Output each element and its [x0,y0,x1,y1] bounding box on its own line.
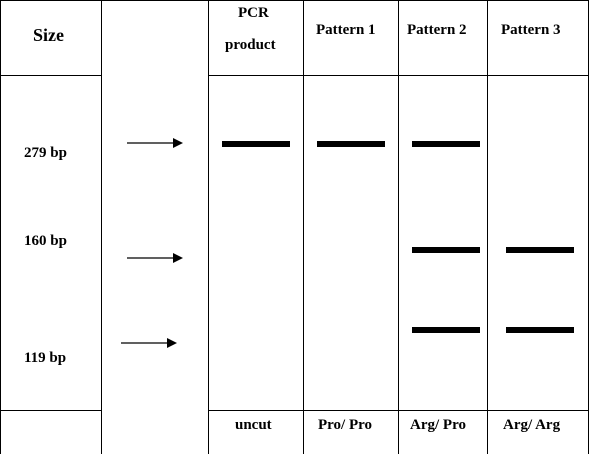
size-label-119: 119 bp [24,350,67,366]
band-pattern3-160 [506,247,574,253]
column-divider-size [101,0,102,454]
arrow-right-icon [121,336,177,350]
pattern1-footer-label: Pro/ Pro [318,417,373,433]
band-pattern3-119 [506,327,574,333]
header-row-divider-right [208,75,589,76]
header-row-divider-left [0,75,101,76]
table-border-left [0,0,1,454]
pcr-footer-label: uncut [235,417,272,433]
arrow-right-icon [127,136,183,150]
pattern2-header: Pattern 2 [407,22,467,38]
band-pcr-279 [222,141,290,147]
band-pattern2-279 [412,141,480,147]
arrow-right-icon [127,251,183,265]
column-divider-pattern2 [487,0,488,454]
size-label-279: 279 bp [24,145,67,161]
footer-row-divider-left [0,410,101,411]
size-label-160: 160 bp [24,233,67,249]
pcr-product-header-line1: PCR [238,5,269,21]
pattern3-header: Pattern 3 [501,22,561,38]
footer-row-divider-right [208,410,589,411]
table-border-top [0,0,589,1]
size-header: Size [33,25,64,45]
pattern3-footer-label: Arg/ Arg [503,417,561,433]
band-pattern2-160 [412,247,480,253]
pattern1-header: Pattern 1 [316,22,376,38]
pattern2-footer-label: Arg/ Pro [410,417,466,433]
pcr-product-header-line2: product [225,37,276,53]
column-divider-pattern1 [398,0,399,454]
band-pattern1-279 [317,141,385,147]
band-pattern2-119 [412,327,480,333]
column-divider-pcr [303,0,304,454]
column-divider-arrows [208,0,209,454]
